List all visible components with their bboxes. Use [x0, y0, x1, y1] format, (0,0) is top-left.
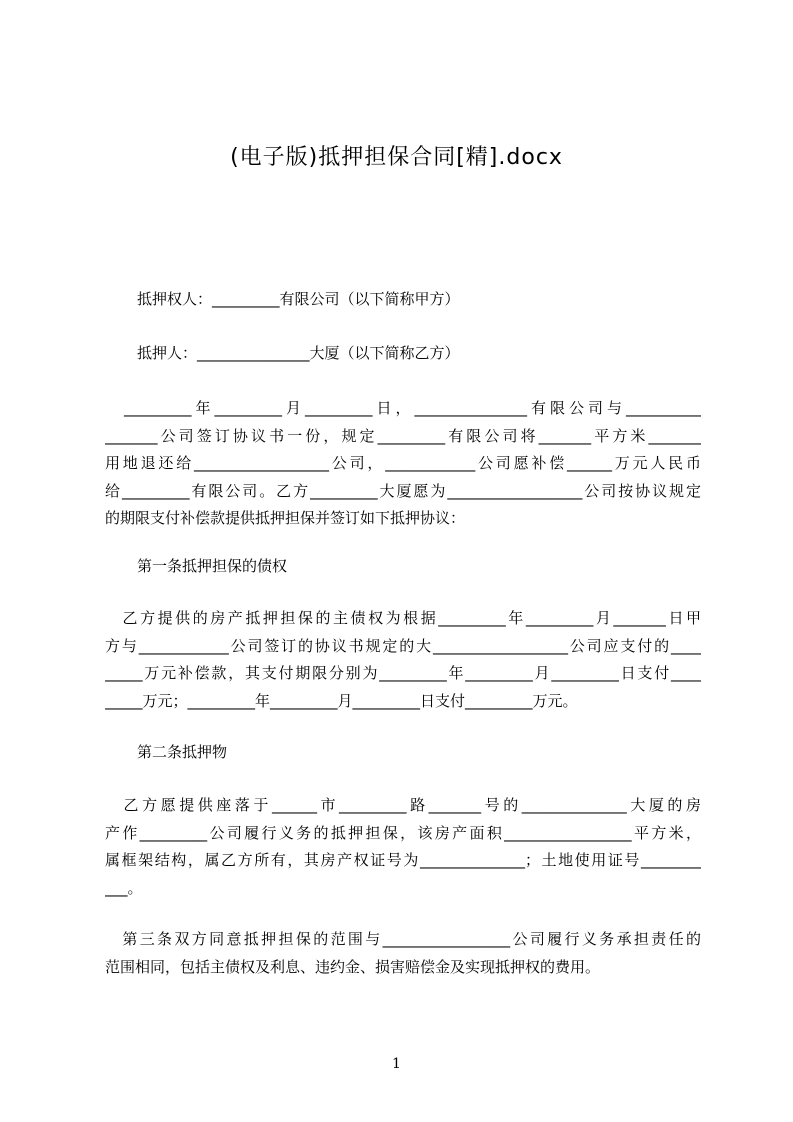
preamble-line: 给_________有限公司。乙方_________大厦愿为__________________公司按协议规定: [105, 481, 701, 500]
mortgagor-paragraph: [137, 340, 701, 368]
article1-line: _____万元；_________年_________月_________日支付_________万元。: [105, 691, 578, 710]
article2-line: 乙方愿提供座落于______市_________路_______号的______________大厦的房: [105, 796, 701, 814]
document-title: (电子版)抵押担保合同[精].docx: [230, 145, 563, 170]
preamble-line: 的期限支付补偿款提供抵押担保并签订如下抵押协议：: [105, 509, 466, 527]
mortgagee-paragraph: [137, 286, 701, 314]
article1-line: _____万元补偿款，其支付期限分别为_________年_________月_________日支付____: [105, 664, 701, 682]
article2-line: ___。: [105, 878, 143, 897]
mortgagee-line: 抵押权人：_________有限公司（以下简称甲方）: [137, 290, 460, 308]
article1-heading: 第一条抵押担保的债权: [137, 557, 288, 575]
article2-line: 属框架结构，属乙方所有，其房产权证号为______________；土地使用证号________: [105, 851, 701, 869]
preamble-line: _______公司签订协议书一份，规定_________有限公司将_______平方米_______: [105, 426, 701, 445]
article1-line: 方与____________公司签订的协议书规定的大__________________公司应支付的____: [105, 636, 701, 655]
article2-paragraph: [105, 792, 701, 902]
mortgagor-line: 抵押人：_______________大厦（以下简称乙方）: [137, 344, 460, 362]
preamble-paragraph: [105, 395, 701, 533]
preamble-line: _________年_________月_________日，_______________有限公司与__________: [105, 399, 701, 417]
article1-heading-paragraph: [137, 553, 701, 581]
article2-heading: 第二条抵押物: [137, 743, 228, 761]
preamble-line: 用地退还给__________________公司，____________公司愿补偿______万元人民币: [105, 454, 701, 472]
article3-paragraph: [105, 926, 701, 981]
article1-line: 乙方提供的房产抵押担保的主债权为根据_________年_________月_______日甲: [105, 609, 701, 627]
page-number: 1: [392, 1056, 401, 1072]
article3-line: 第三条双方同意抵押担保的范围与_________________公司履行义务承担责任的: [105, 930, 701, 948]
article1-paragraph: [105, 605, 701, 715]
article2-line: 产作_________公司履行义务的抵押担保，该房产面积_________________平方米，: [105, 823, 701, 842]
article2-heading-paragraph: [137, 739, 701, 767]
article3-line: 范围相同，包括主债权及利息、违约金、损害赔偿金及实现抵押权的费用。: [105, 957, 601, 976]
